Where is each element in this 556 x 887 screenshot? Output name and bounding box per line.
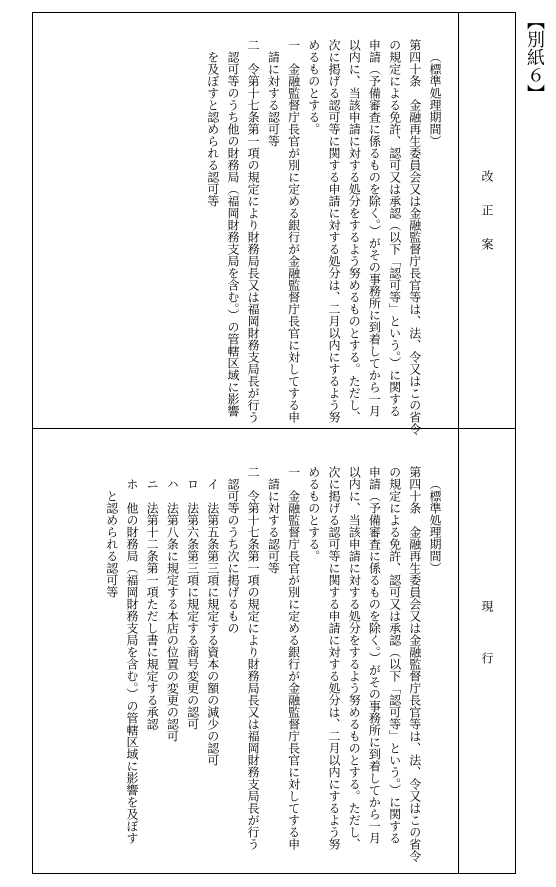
amended-line: 申請（予備審査に係るものを除く。）がその事務所に到着してから一月 — [367, 39, 382, 417]
current-line: 認可等のうち次に掲げるもの — [225, 478, 240, 634]
current-line: ロ 法第六条第三項に規定する商号変更の認可 — [185, 478, 200, 730]
current-line: と認められる認可等 — [104, 490, 119, 598]
current-header: 現行 — [480, 599, 494, 704]
current-line: ハ 法第八条に規定する本店の位置の変更の認可 — [165, 478, 180, 742]
amended-text — [203, 39, 445, 435]
current-line: 二 令第十七条第一項の規定により財務局長又は福岡財務支局長が行う — [246, 466, 261, 850]
current-line: 以内に、当該申請に対する処分をするよう努めるものとする。ただし、 — [347, 466, 362, 850]
amended-line: 第四十条 金融再生委員会又は金融監督庁長官等は、法、令又はこの省令 — [407, 39, 422, 435]
row-divider — [33, 428, 515, 429]
amended-header-cell — [459, 13, 516, 428]
current-line: 第四十条 金融再生委員会又は金融監督庁長官等は、法、令又はこの省令 — [407, 466, 422, 862]
current-line: 申請（予備審査に係るものを除く。）がその事務所に到着してから一月 — [367, 466, 382, 844]
current-header-cell — [459, 429, 516, 874]
current-line: の規定による免許、認可又は承認（以下「認可等」という。）に関する — [387, 466, 402, 844]
amended-line: 以内に、当該申請に対する処分をするよう努めるものとする。ただし、 — [347, 39, 362, 423]
current-line: 一 金融監督庁長官が別に定める銀行が金融監督庁長官に対してする申 — [286, 466, 301, 850]
current-line: めるものとする。 — [306, 466, 321, 562]
amended-line: 認可等のうち他の財務局（福岡財務支局を含む。）の管轄区域に影響 — [225, 51, 240, 417]
amended-line: 請に対する認可等 — [266, 51, 281, 147]
amended-line: 一 金融監督庁長官が別に定める銀行が金融監督庁長官に対してする申 — [286, 39, 301, 423]
amended-line: 二 令第十七条第一項の規定により財務局長又は福岡財務支局長が行う — [246, 39, 261, 423]
current-line: 次に掲げる認可等に関する申請に対する処分は、二月以内にするよう努 — [326, 466, 341, 850]
current-line: ニ 法第十二条第一項ただし書に規定する承認 — [145, 478, 160, 730]
attachment-label: 【別紙６】 — [524, 12, 545, 102]
current-text — [102, 466, 445, 874]
current-line: イ 法第五条第三項に規定する資本の額の減少の認可 — [205, 478, 220, 766]
amended-line: を及ぼすと認められる認可等 — [205, 51, 220, 207]
amended-header: 改正案 — [480, 169, 494, 272]
amended-line: めるものとする。 — [306, 39, 321, 135]
amended-line: の規定による免許、認可又は承認（以下「認可等」という。）に関する — [387, 39, 402, 417]
current-line: 請に対する認可等 — [266, 478, 281, 574]
current-line: （標準処理期間） — [428, 478, 442, 574]
comparison-table — [32, 12, 516, 874]
amended-line: 次に掲げる認可等に関する申請に対する処分は、二月以内にするよう努 — [326, 39, 341, 423]
amended-line: （標準処理期間） — [428, 51, 442, 147]
current-line: ホ 他の財務局（福岡財務支局を含む。）の管轄区域に影響を及ぼす — [124, 478, 139, 844]
